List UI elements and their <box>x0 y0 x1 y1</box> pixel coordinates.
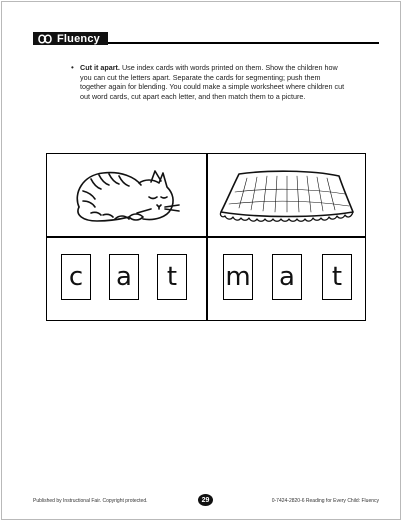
letter-card: c <box>61 254 91 300</box>
instruction-lead: Cut it apart. <box>80 63 120 72</box>
book-reference: 0-7424-2820-6 Reading for Every Child: Fluency <box>271 498 379 504</box>
section-header <box>33 31 379 47</box>
letter-card: t <box>322 254 352 300</box>
sleeping-cat-illustration <box>69 163 181 229</box>
pretzel-logo-icon <box>36 33 54 45</box>
header-tab <box>33 32 108 45</box>
header-rule <box>105 42 379 44</box>
card-divider-horizontal <box>47 236 365 238</box>
cat-picture-card <box>47 154 206 236</box>
copyright-notice: Published by Instructional Fair. Copyright protected. <box>33 498 148 504</box>
letter-card: a <box>272 254 302 300</box>
instruction-body: Use index cards with words printed on them. Show the children how you can cut the letters apart. Separate the cards for segmenting; push them together again for blending. You could make a simple worksheet where children cut out word cards, cut apart each letter, and then match them to a picture. <box>80 63 345 101</box>
word-cards-grid <box>46 153 366 321</box>
page-footer <box>33 494 379 510</box>
letter-card: t <box>157 254 187 300</box>
letter-card: m <box>223 254 253 300</box>
section-title: Fluency <box>57 32 100 45</box>
floor-mat-illustration <box>217 168 357 224</box>
letter-card: a <box>109 254 139 300</box>
page-number-badge: 29 <box>198 494 213 506</box>
instruction-paragraph <box>71 63 345 101</box>
mat-picture-card <box>207 154 366 236</box>
bullet-icon: • <box>71 63 74 72</box>
